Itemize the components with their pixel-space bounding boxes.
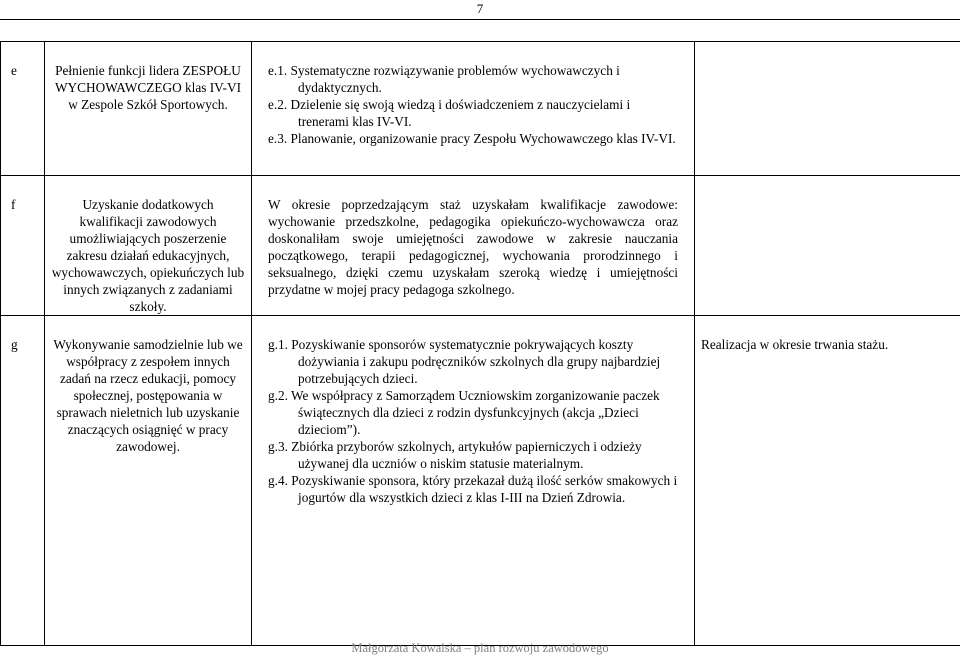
action-item: g.4. Pozyskiwanie sponsora, który przekazał dużą ilość serków smakowych i jogurtów dla wszystkich dzieci z klas I-III na Dzień Zdrowia.: [268, 473, 678, 505]
table-row: [1, 316, 960, 646]
action-item: g.3. Zbiórka przyborów szkolnych, artykułów papierniczych i odzieży używanej dla uczniów o niskim statusie materialnym.: [268, 439, 642, 471]
task-actions: [252, 316, 694, 506]
task-title: Uzyskanie dodatkowych kwalifikacji zawodowych umożliwiających poszerzenie zakresu działań edukacyjnych, wychowawczych, opiekuńczych lub innych związanych z zadaniami szkoły.: [51, 197, 245, 314]
header-divider: [0, 19, 960, 20]
row-letter: e: [11, 63, 17, 78]
row-letter: f: [11, 197, 16, 212]
task-timing: Realizacja w okresie trwania stażu.: [701, 337, 889, 352]
task-timing: [695, 42, 960, 62]
row-letter: g: [11, 337, 18, 352]
table-row: [1, 176, 960, 316]
action-item: e.2. Dzielenie się swoją wiedzą i doświadczeniem z nauczycielami i trenerami klas IV-VI.: [268, 97, 631, 129]
development-plan-table: [0, 41, 960, 646]
action-item: e.3. Planowanie, organizowanie pracy Zespołu Wychowawczego klas IV-VI.: [268, 131, 676, 146]
table-row: [1, 42, 960, 176]
page-number: 7: [476, 1, 484, 16]
action-item: g.2. We współpracy z Samorządem Uczniowskim zorganizowanie paczek świątecznych dla dzieci z rodzin dysfunkcyjnych (akcja „Dzieci dzieciom”).: [268, 388, 660, 437]
action-item: e.1. Systematyczne rozwiązywanie problemów wychowawczych i dydaktycznych.: [268, 63, 620, 95]
task-description: W okresie poprzedzającym staż uzyskałam kwalifikacje zawodowe: wychowanie przedszkolne, pedagogika opiekuńczo-wychowawcza oraz doskonaliłam swoje umiejętności zawodowe w zakresie nauczania początkowego, terapii pedagogicznej, wychowania prorodzinnego i seksualnego, dzięki czemu uzyskałam szeroką wiedzę i umiejętności przydatne w mojej pracy pedagoga szkolnego.: [268, 197, 678, 297]
action-item: g.1. Pozyskiwanie sponsorów systematycznie pokrywających koszty dożywiania i zakupu podręczników szkolnych dla grupy najbardziej potrzebujących dzieci.: [268, 337, 661, 386]
task-timing: [695, 176, 960, 196]
task-actions: [252, 42, 694, 147]
task-title: Wykonywanie samodzielnie lub we współpracy z zespołem innych zadań na rzecz edukacji, pomocy społecznej, postępowania w sprawach nieletnich lub uzyskanie znaczących osiągnięć w pracy zawodowej.: [53, 337, 243, 454]
task-title: Pełnienie funkcji lidera ZESPOŁU WYCHOWAWCZEGO klas IV-VI w Zespole Szkół Sportowych.: [54, 63, 242, 112]
page-footer: Małgorzata Kowalska – plan rozwoju zawodowego: [351, 641, 609, 655]
